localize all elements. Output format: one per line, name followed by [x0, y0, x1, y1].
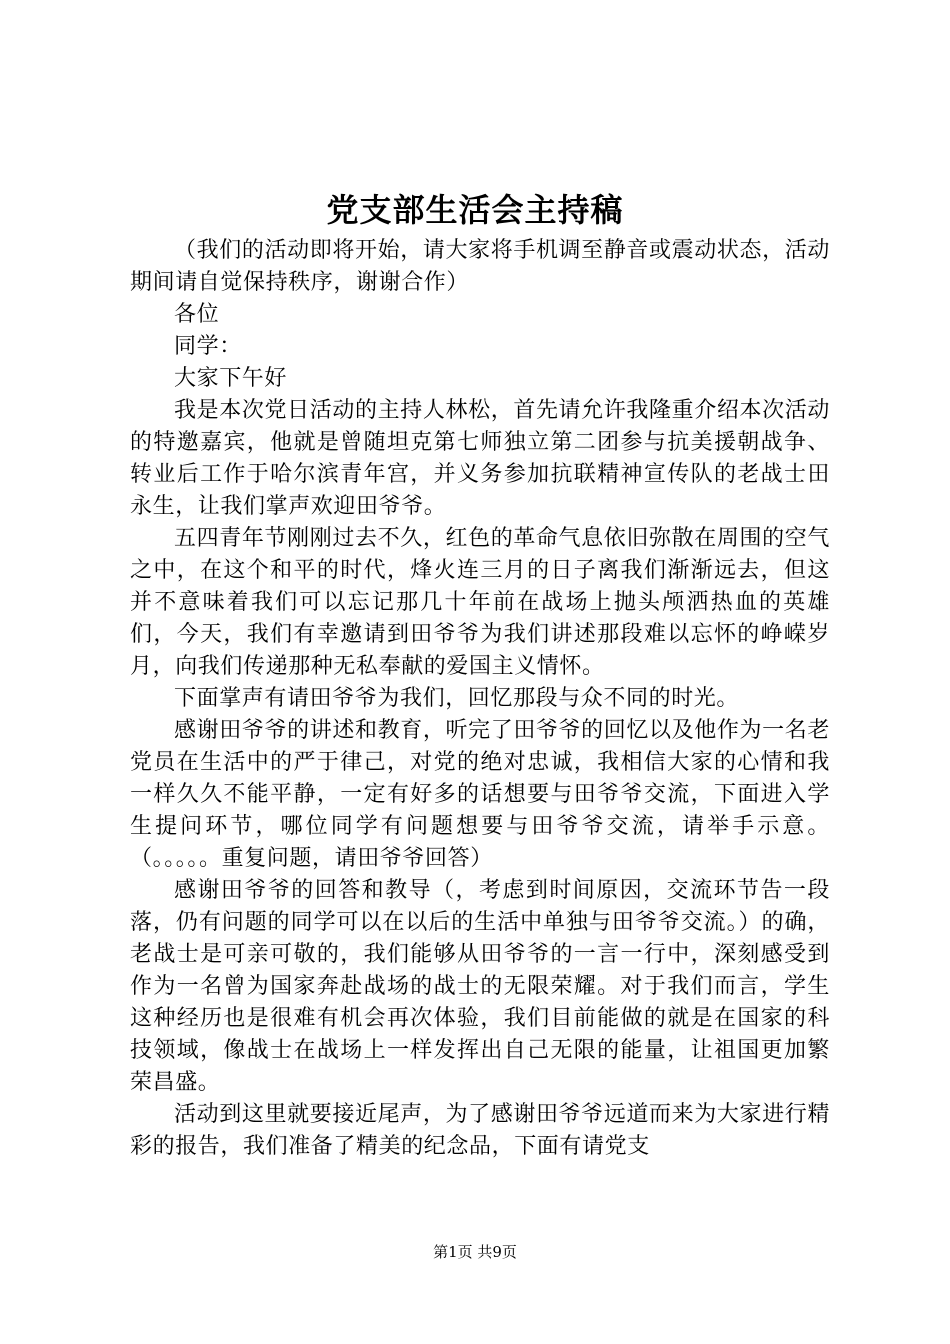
document-title: 党支部生活会主持稿	[326, 191, 624, 229]
paragraph-greeting-1: 各位	[174, 302, 220, 327]
paragraph-background: 五四青年节刚刚过去不久，红色的革命气息依旧弥散在周围的空气之中，在这个和平的时代，烽火连三月的日子离我们渐渐远去，但这并不意味着我们可以忘记那几十年前在战场上抛头颅洒热血的英雄们，今天，我们有幸邀请到田爷爷为我们讲述那段难以忘怀的峥嵘岁月，向我们传递那种无私奉献的爱国主义情怀。	[130, 526, 830, 679]
paragraph-notice: （我们的活动即将开始，请大家将手机调至静音或震动状态，活动期间请自觉保持秩序，谢谢合作）	[130, 238, 830, 295]
paragraph-question-session: 感谢田爷爷的讲述和教育，听完了田爷爷的回忆以及他作为一名老党员在生活中的严于律己，对党的绝对忠诚，我相信大家的心情和我一样久久不能平静，一定有好多的话想要与田爷爷交流，下面进入学生提问环节，哪位同学有问题想要与田爷爷交流，请举手示意。（。。。。。重复问题，请田爷爷回答）	[130, 718, 830, 871]
document-body	[130, 235, 830, 1163]
paragraph-thanks: 感谢田爷爷的回答和教导（，考虑到时间原因，交流环节告一段落，仍有问题的同学可以在以后的生活中单独与田爷爷交流。）的确，老战士是可亲可敬的，我们能够从田爷爷的一言一行中，深刻感受到作为一名曾为国家奔赴战场的战士的无限荣耀。对于我们而言，学生这种经历也是很难有机会再次体验，我们目前能做的就是在国家的科技领域，像战士在战场上一样发挥出自己无限的能量，让祖国更加繁荣昌盛。	[130, 878, 830, 1095]
paragraph-greeting-2: 同学：	[174, 334, 242, 359]
paragraph-closing: 活动到这里就要接近尾声，为了感谢田爷爷远道而来为大家进行精彩的报告，我们准备了精美的纪念品，下面有请党支	[130, 1102, 830, 1159]
paragraph-greeting-3: 大家下午好	[174, 366, 288, 391]
page-number-footer: 第1页 共9页	[433, 1243, 517, 1261]
paragraph-invitation: 下面掌声有请田爷爷为我们，回忆那段与众不同的时光。	[174, 686, 740, 711]
paragraph-introduction: 我是本次党日活动的主持人林松，首先请允许我隆重介绍本次活动的特邀嘉宾，他就是曾随坦克第七师独立第二团参与抗美援朝战争、转业后工作于哈尔滨青年宫，并义务参加抗联精神宣传队的老战士田永生，让我们掌声欢迎田爷爷。	[130, 398, 830, 519]
